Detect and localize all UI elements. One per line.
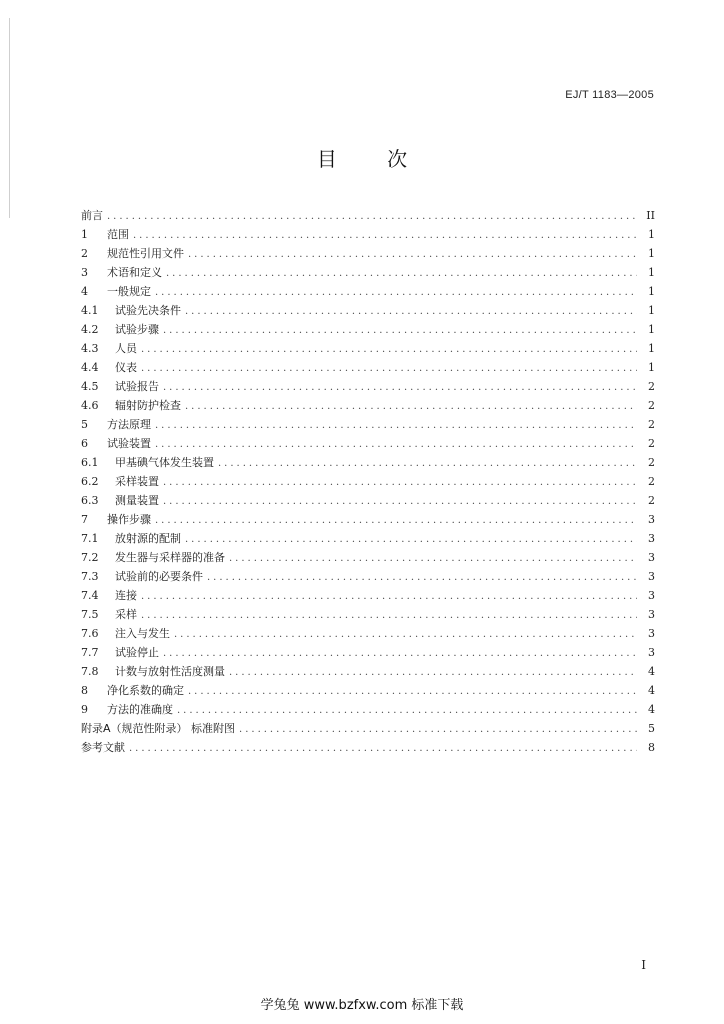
toc-entry-number: 6.3 (81, 494, 99, 507)
toc-entry-label: 仪表 (115, 361, 137, 374)
toc-entry (81, 529, 655, 548)
toc-entry-label: 注入与发生 (115, 627, 170, 640)
toc-entry-page: 2 (648, 437, 655, 450)
toc-entry-label: 放射源的配制 (115, 532, 181, 545)
toc-entry-page: 1 (648, 228, 655, 241)
toc-dot-leader (218, 454, 637, 472)
toc-entry-page: 3 (648, 532, 655, 545)
toc-entry-number: 4.6 (81, 399, 99, 412)
toc-entry-label: 操作步骤 (107, 513, 151, 526)
toc-dot-leader (141, 606, 637, 624)
toc-dot-leader (133, 226, 637, 244)
toc-entry-label: 连接 (115, 589, 137, 602)
toc-dot-leader (185, 530, 637, 548)
table-of-contents (81, 206, 655, 757)
toc-entry-page: II (646, 209, 655, 222)
toc-entry (81, 244, 655, 263)
toc-entry (81, 358, 655, 377)
toc-dot-leader (163, 378, 637, 396)
toc-entry-page: 1 (648, 323, 655, 336)
footer-watermark: 学兔兔 www.bzfxw.com 标准下载 (260, 998, 464, 1013)
toc-entry (81, 567, 655, 586)
toc-entry-number: 7.8 (81, 665, 99, 678)
toc-dot-leader (185, 302, 637, 320)
toc-entry-label: 试验前的必要条件 (115, 570, 203, 583)
toc-entry-page: 2 (648, 456, 655, 469)
toc-entry-label: 试验装置 (107, 437, 151, 450)
toc-entry (81, 453, 655, 472)
toc-entry (81, 605, 655, 624)
toc-entry (81, 700, 655, 719)
toc-entry-label: 计数与放射性活度测量 (115, 665, 225, 678)
toc-entry-number: 4.5 (81, 380, 99, 393)
toc-entry-page: 8 (648, 741, 655, 754)
toc-entry-number: 7.6 (81, 627, 99, 640)
toc-entry-page: 1 (648, 247, 655, 260)
toc-entry-page: 2 (648, 380, 655, 393)
toc-dot-leader (163, 321, 637, 339)
toc-dot-leader (155, 283, 637, 301)
toc-entry (81, 282, 655, 301)
toc-entry-number: 4 (81, 285, 88, 298)
toc-entry (81, 339, 655, 358)
toc-dot-leader (155, 416, 637, 434)
toc-entry-page: 2 (648, 399, 655, 412)
toc-entry (81, 472, 655, 491)
toc-entry-number: 3 (81, 266, 88, 279)
toc-entry-label: 参考文献 (81, 741, 125, 754)
toc-entry-label: 人员 (115, 342, 137, 355)
toc-dot-leader (174, 625, 637, 643)
toc-entry-number: 7 (81, 513, 88, 526)
toc-entry-page: 4 (648, 684, 655, 697)
toc-entry-page: 2 (648, 418, 655, 431)
toc-entry (81, 662, 655, 681)
toc-entry (81, 681, 655, 700)
toc-entry-number: 4.4 (81, 361, 99, 374)
toc-entry-label: 净化系数的确定 (107, 684, 184, 697)
toc-entry (81, 548, 655, 567)
toc-entry-page: 4 (648, 703, 655, 716)
toc-entry-page: 1 (648, 342, 655, 355)
toc-entry-label: 术语和定义 (107, 266, 162, 279)
toc-entry-label: 前言 (81, 209, 103, 222)
toc-entry-label: 采样 (115, 608, 137, 621)
toc-entry (81, 377, 655, 396)
toc-entry-label: 附录A（规范性附录） 标准附图 (81, 722, 236, 735)
toc-entry-label: 发生器与采样器的准备 (115, 551, 225, 564)
toc-entry-number: 8 (81, 684, 88, 697)
toc-entry-label: 辐射防护检查 (115, 399, 181, 412)
toc-dot-leader (141, 587, 637, 605)
page-title: 目 次 (316, 147, 430, 171)
toc-entry (81, 396, 655, 415)
toc-entry-number: 1 (81, 228, 88, 241)
toc-entry-number: 7.4 (81, 589, 99, 602)
toc-entry-page: 3 (648, 608, 655, 621)
toc-entry-label: 方法的准确度 (107, 703, 173, 716)
toc-dot-leader (107, 207, 637, 225)
toc-entry-number: 7.2 (81, 551, 99, 564)
toc-dot-leader (141, 340, 637, 358)
toc-entry (81, 301, 655, 320)
toc-entry-label: 试验先决条件 (115, 304, 181, 317)
toc-entry-label: 方法原理 (107, 418, 151, 431)
toc-entry-label: 采样装置 (115, 475, 159, 488)
toc-entry-label: 试验步骤 (115, 323, 159, 336)
toc-entry (81, 415, 655, 434)
toc-entry (81, 491, 655, 510)
toc-entry-label: 测量装置 (115, 494, 159, 507)
toc-entry-number: 5 (81, 418, 88, 431)
toc-entry-label: 甲基碘气体发生装置 (115, 456, 214, 469)
toc-entry-number: 7.7 (81, 646, 99, 659)
standard-code: EJ/T 1183—2005 (565, 89, 654, 101)
toc-entry-number: 7.1 (81, 532, 99, 545)
page-number: I (641, 958, 646, 972)
toc-dot-leader (166, 264, 637, 282)
toc-entry (81, 263, 655, 282)
toc-entry-page: 3 (648, 551, 655, 564)
toc-entry-page: 1 (648, 304, 655, 317)
toc-entry (81, 586, 655, 605)
toc-entry-label: 试验停止 (115, 646, 159, 659)
toc-dot-leader (163, 644, 637, 662)
toc-dot-leader (229, 549, 637, 567)
toc-entry (81, 206, 655, 225)
toc-entry-page: 1 (648, 266, 655, 279)
toc-entry-number: 4.2 (81, 323, 99, 336)
toc-entry-page: 5 (648, 722, 655, 735)
toc-dot-leader (188, 245, 637, 263)
toc-entry-number: 2 (81, 247, 88, 260)
toc-dot-leader (163, 492, 637, 510)
toc-entry-page: 3 (648, 646, 655, 659)
toc-entry (81, 434, 655, 453)
toc-entry (81, 643, 655, 662)
toc-entry-number: 6 (81, 437, 88, 450)
toc-dot-leader (163, 473, 637, 491)
toc-dot-leader (155, 511, 637, 529)
toc-entry-page: 3 (648, 589, 655, 602)
toc-entry-page: 3 (648, 570, 655, 583)
toc-entry (81, 320, 655, 339)
toc-entry-label: 规范性引用文件 (107, 247, 184, 260)
toc-entry-label: 一般规定 (107, 285, 151, 298)
toc-entry-number: 7.3 (81, 570, 99, 583)
toc-entry-number: 9 (81, 703, 88, 716)
toc-entry-page: 3 (648, 513, 655, 526)
toc-entry (81, 510, 655, 529)
toc-entry-number: 6.2 (81, 475, 99, 488)
toc-dot-leader (177, 701, 637, 719)
toc-entry-label: 范围 (107, 228, 129, 241)
toc-dot-leader (129, 739, 637, 757)
toc-entry (81, 719, 655, 738)
toc-entry-page: 4 (648, 665, 655, 678)
toc-dot-leader (188, 682, 637, 700)
toc-entry-page: 1 (648, 361, 655, 374)
toc-entry-label: 试验报告 (115, 380, 159, 393)
toc-entry-page: 2 (648, 494, 655, 507)
toc-dot-leader (239, 720, 637, 738)
toc-entry (81, 225, 655, 244)
toc-entry-page: 2 (648, 475, 655, 488)
toc-dot-leader (155, 435, 637, 453)
toc-dot-leader (207, 568, 637, 586)
toc-entry-number: 4.3 (81, 342, 99, 355)
toc-entry-number: 7.5 (81, 608, 99, 621)
toc-dot-leader (185, 397, 637, 415)
toc-entry-number: 4.1 (81, 304, 99, 317)
toc-entry-page: 3 (648, 627, 655, 640)
scan-edge-line (9, 18, 10, 218)
toc-dot-leader (229, 663, 637, 681)
toc-dot-leader (141, 359, 637, 377)
toc-entry (81, 738, 655, 757)
toc-entry-number: 6.1 (81, 456, 99, 469)
toc-entry-page: 1 (648, 285, 655, 298)
toc-entry (81, 624, 655, 643)
